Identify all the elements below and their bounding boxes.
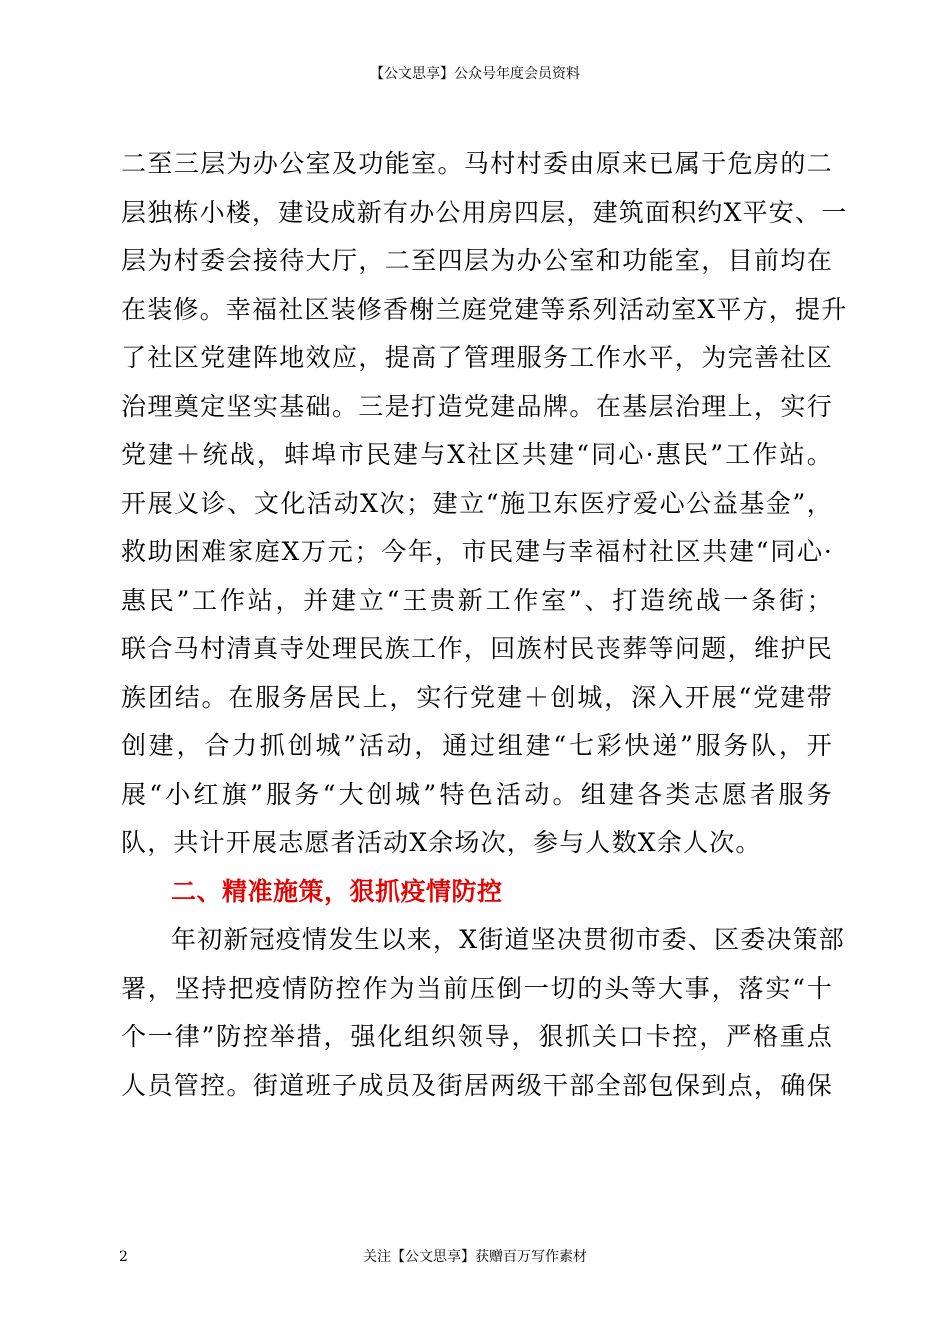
body-line: 层独栋小楼，建设成新有办公用房四层，建筑面积约X平安、一 — [121, 197, 848, 227]
body-line: 署，坚持把疫情防控作为当前压倒一切的头等大事，落实“十 — [121, 973, 833, 1003]
body-line: 治理奠定坚实基础。三是打造党建品牌。在基层治理上，实行 — [121, 391, 833, 421]
body-line: 个一律”防控举措，强化组织领导，狠抓关口卡控，严格重点 — [121, 1022, 833, 1051]
page-number: 2 — [119, 1249, 128, 1265]
body-line: 年初新冠疫情发生以来，X街道坚决贯彻市委、区委决策部 — [171, 925, 846, 954]
body-line: 联合马村清真寺处理民族工作，回族村民丧葬等问题，维护民 — [121, 634, 833, 663]
body-line: 展“小红旗”服务“大创城”特色活动。组建各类志愿者服务 — [121, 779, 833, 809]
body-line: 惠民”工作站，并建立“王贵新工作室”、打造统战一条街； — [121, 585, 833, 615]
body-line: 开展义诊、文化活动X次；建立“施卫东医疗爱心公益基金”， — [121, 488, 833, 518]
document-body — [121, 140, 848, 1110]
body-line: 队，共计开展志愿者活动X余场次，参与人数X余人次。 — [121, 828, 762, 857]
section-heading: 二、精准施策，狠抓疫情防控 — [171, 876, 503, 906]
body-line: 人员管控。街道班子成员及街居两级干部全部包保到点，确保 — [121, 1070, 833, 1100]
body-line: 党建＋统战，蚌埠市民建与X社区共建“同心·惠民”工作站。 — [121, 440, 833, 469]
body-line: 在装修。幸福社区装修香榭兰庭党建等系列活动室X平方，提升 — [121, 294, 848, 324]
body-line: 二至三层为办公室及功能室。马村村委由原来已属于危房的二 — [121, 149, 833, 178]
body-line: 层为村委会接待大厅，二至四层为办公室和功能室，目前均在 — [121, 246, 833, 275]
body-line: 了社区党建阵地效应，提高了管理服务工作水平，为完善社区 — [121, 343, 833, 372]
body-line: 族团结。在服务居民上，实行党建＋创城，深入开展“党建带 — [121, 682, 833, 712]
page-footer: 关注【公文思享】获赠百万写作素材 — [363, 1249, 587, 1265]
page-header: 【公文思享】公众号年度会员资料 — [370, 66, 580, 82]
body-line: 创建，合力抓创城”活动，通过组建“七彩快递”服务队，开 — [121, 731, 833, 760]
body-line: 救助困难家庭X万元；今年，市民建与幸福村社区共建“同心· — [121, 537, 833, 566]
